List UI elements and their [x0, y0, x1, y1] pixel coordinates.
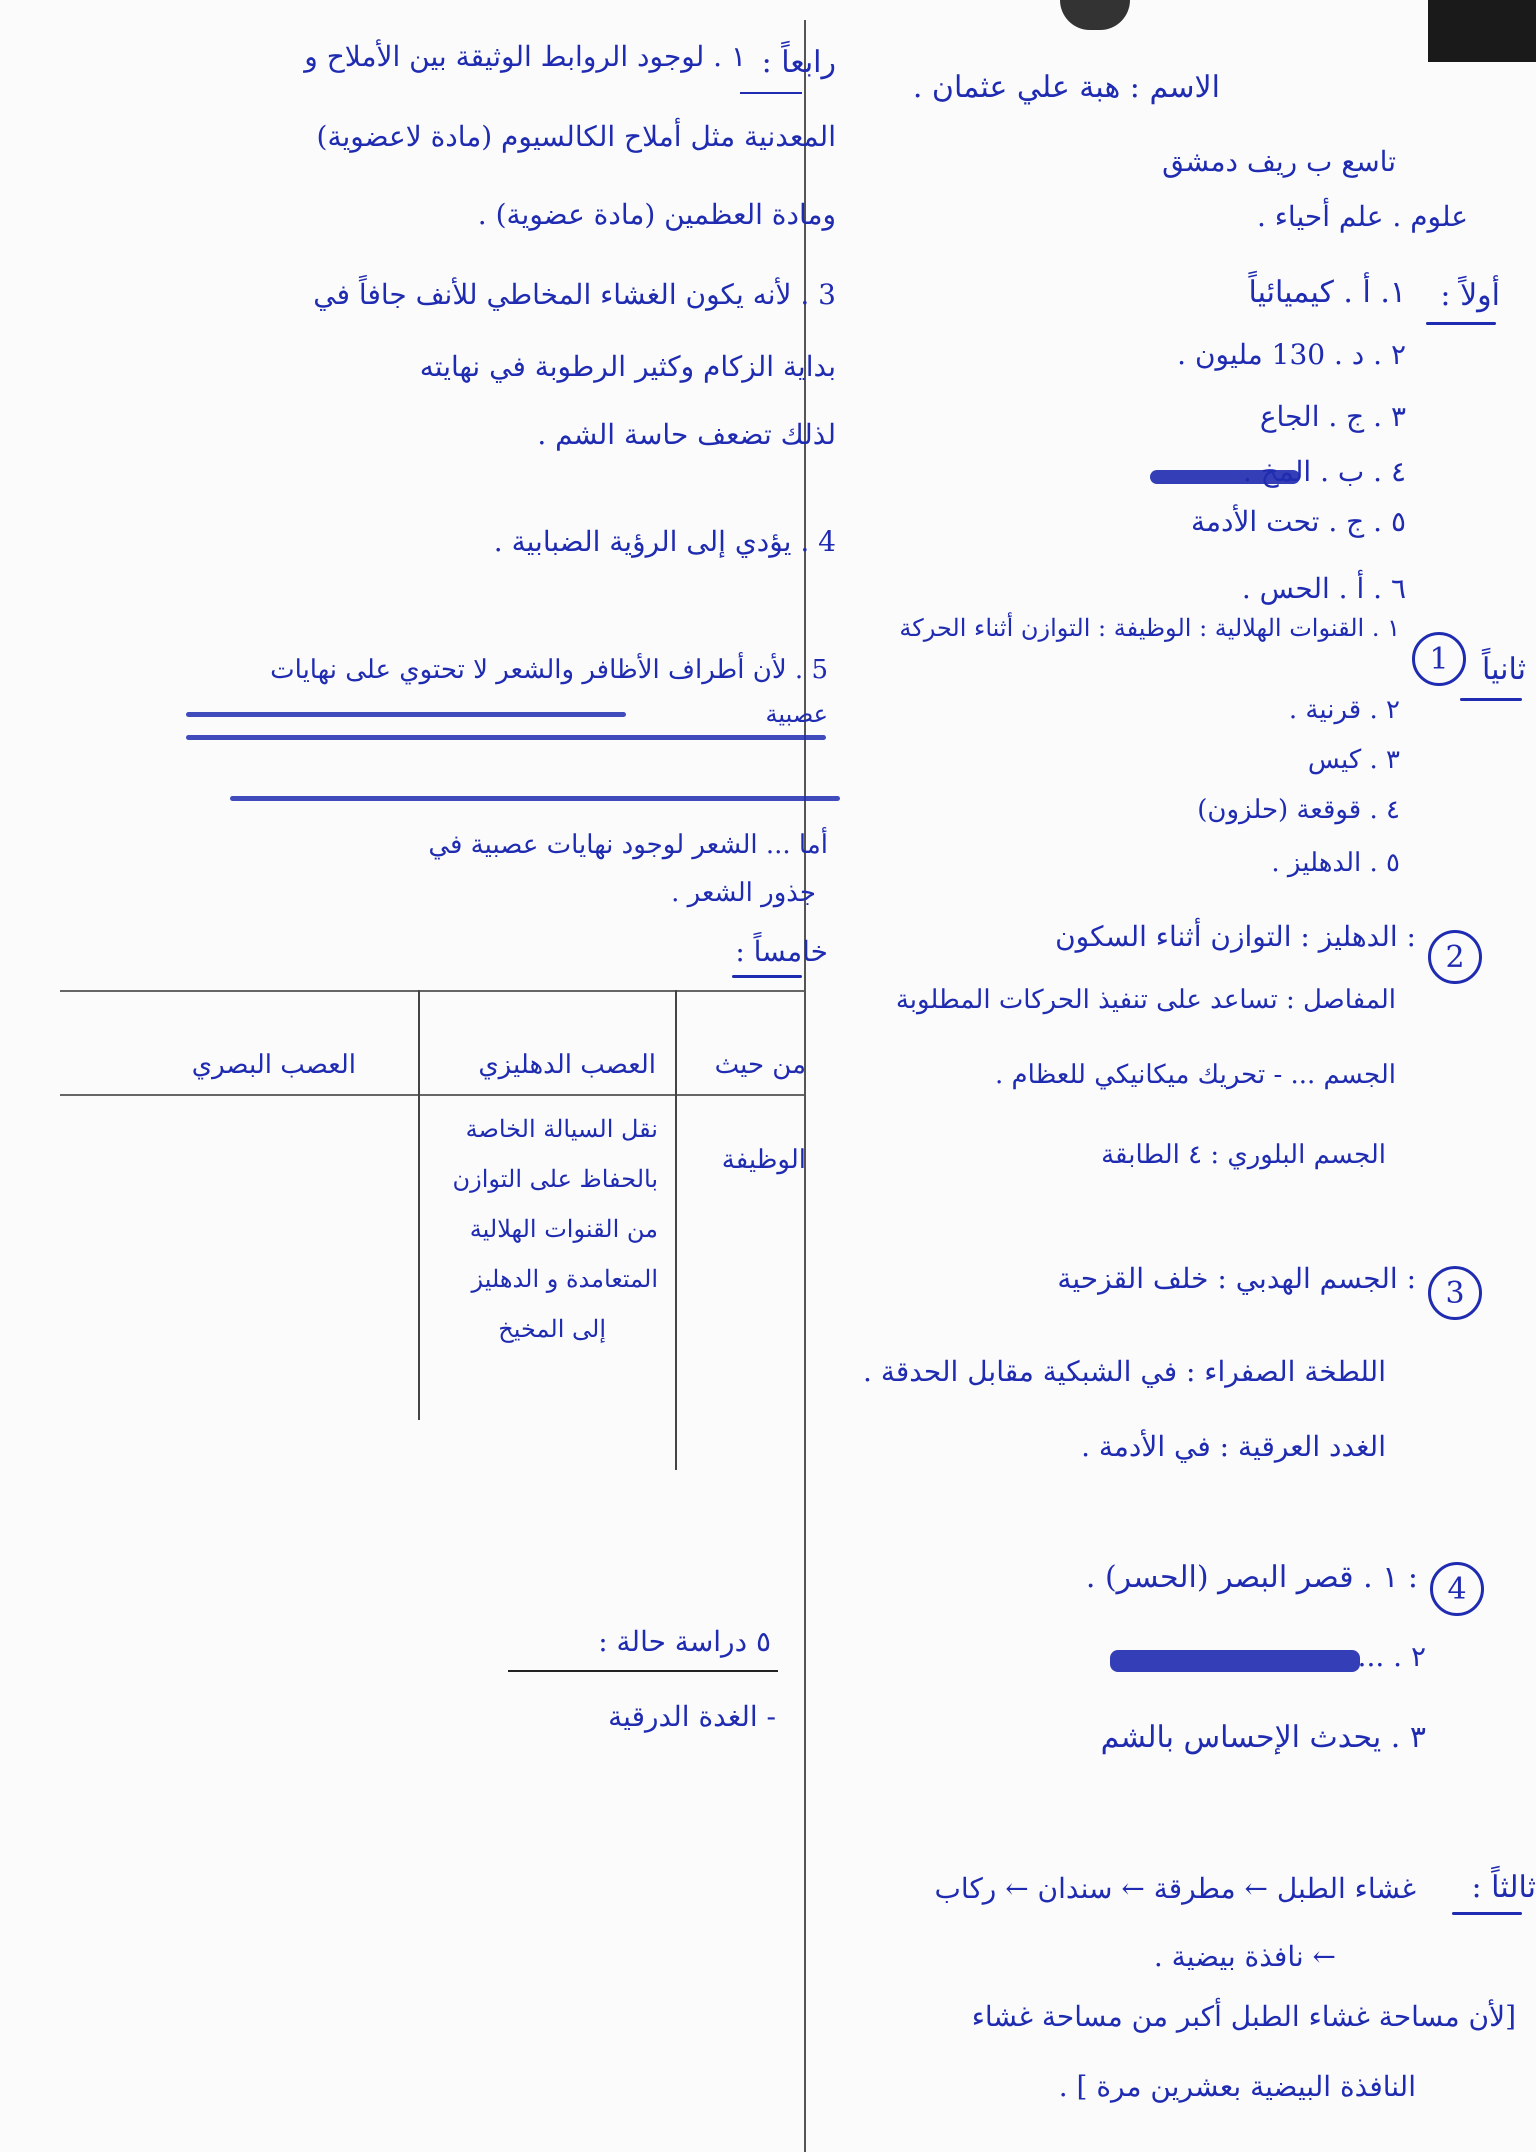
scan-shadow-top	[1060, 0, 1130, 30]
section4-line-3: ومادة العظمين (مادة عضوية) .	[477, 198, 836, 231]
table-cell-vestibular-5: إلى المخيخ	[498, 1315, 606, 1343]
section3-line-1: غشاء الطبل ← مطرقة ← سندان ← ركاب	[934, 1872, 1416, 1905]
section3-label: ثالثاً :	[1471, 1870, 1536, 1905]
section4-item5-line-4: جذور الشعر .	[671, 878, 816, 908]
section4-item5-line-2: عصبية	[765, 700, 828, 728]
section1-item-2: ٢ . د . 130 مليون .	[1177, 338, 1406, 371]
q2-3-line-2: اللطخة الصفراء : في الشبكية مقابل الحدقة .	[863, 1355, 1386, 1388]
scan-edge-top-right	[1428, 0, 1536, 62]
section4-line-1: ١ . لوجود الروابط الوثيقة بين الأملاح و	[304, 40, 746, 73]
q1-circle: 1	[1412, 632, 1466, 686]
table-cell-vestibular-4: المتعامدة و الدهليز	[471, 1265, 658, 1293]
section4-label-underline	[740, 92, 802, 94]
column-divider	[804, 20, 806, 2152]
table-header-rule	[60, 1094, 804, 1096]
section5-label: خامساً :	[735, 935, 828, 968]
q4-circle: 4	[1430, 1562, 1484, 1616]
q2-3-line-1: : الجسم الهدبي : خلف القزحية	[1057, 1262, 1416, 1295]
q2-2-line-3: الجسم ... - تحريك ميكانيكي للعظام .	[995, 1060, 1396, 1090]
q2-4-line-2: ٢ . ...	[1357, 1640, 1426, 1673]
section1-label: أولاً :	[1440, 278, 1500, 313]
section4-item5-line-1: 5 . لأن أطراف الأظافر والشعر لا تحتوي على نهايات	[270, 655, 828, 685]
q2-1-line-3: ٣ . كيس	[1307, 745, 1400, 775]
strikethrough-2	[186, 735, 826, 740]
section1-item-6: ٦ . أ . الحس .	[1241, 572, 1406, 605]
section1-item-1: ١. أ . كيميائياً	[1248, 275, 1406, 310]
section4-item3-line-2: بداية الزكام وكثير الرطوبة في نهايته	[419, 350, 836, 383]
table-header-aspect: من حيث	[714, 1050, 806, 1080]
strikethrough-3	[230, 796, 840, 801]
subject-line: علوم . علم أحياء .	[1256, 200, 1468, 233]
section4-item3-line-3: لذلك تضعف حاسة الشم .	[537, 418, 836, 451]
case-study-answer: - الغدة الدرقية	[608, 1700, 776, 1733]
section3-line-2: ← نافذة بيضية .	[1153, 1940, 1336, 1973]
q2-2-line-1: : الدهليز : التوازن أثناء السكون	[1055, 920, 1416, 953]
q2-1-line-2: ٢ . قرنية .	[1288, 695, 1400, 725]
crossed-out-answer	[1110, 1650, 1360, 1672]
section4-item5-line-3: أما ... الشعر لوجود نهايات عصبية في	[428, 830, 828, 860]
table-col-divider-1	[675, 990, 677, 1470]
section2-underline	[1460, 698, 1522, 701]
q2-1-line-4: ٤ . قوقعة (حلزون)	[1197, 795, 1400, 825]
table-col-divider-2	[418, 990, 420, 1420]
section1-underline	[1426, 322, 1496, 325]
case-study-title: ٥ دراسة حالة :	[598, 1625, 771, 1658]
table-cell-vestibular-1: نقل السيالة الخاصة	[465, 1115, 658, 1143]
q2-3-line-3: الغدد العرقية : في الأدمة .	[1081, 1430, 1386, 1463]
section4-line-2: المعدنية مثل أملاح الكالسيوم (مادة لاعضوية)	[316, 120, 836, 153]
q2-4-line-1: : ١ . قصر البصر (الحسر) .	[1085, 1560, 1418, 1595]
case-study-underline	[508, 1670, 778, 1672]
section4-label: رابعاً :	[761, 45, 836, 80]
table-top-rule	[60, 990, 804, 992]
q2-2-line-4: الجسم البلوري : ٤ الطابقة	[1101, 1140, 1386, 1170]
section1-item-4: ٤ . ب . المخ .	[1242, 455, 1406, 488]
q2-4-line-3: ٣ . يحدث الإحساس بالشم	[1100, 1720, 1426, 1755]
table-cell-vestibular-2: بالحفاظ على التوازن	[452, 1165, 658, 1193]
q2-circle: 2	[1428, 930, 1482, 984]
section2-label: ثانياً	[1481, 652, 1526, 687]
crossed-out-word	[1150, 470, 1300, 484]
table-row-function: الوظيفة	[721, 1145, 806, 1175]
strikethrough-1	[186, 712, 626, 717]
section3-underline	[1452, 1912, 1522, 1915]
section4-item3-line-1: 3 . لأنه يكون الغشاء المخاطي للأنف جافاً في	[313, 278, 836, 311]
section3-line-4: النافذة البيضية بعشرين مرة ] .	[1058, 2070, 1416, 2103]
student-grade: تاسع ب ريف دمشق	[1162, 145, 1396, 178]
q2-1-line-5: ٥ . الدهليز .	[1271, 848, 1400, 878]
student-name: الاسم : هبة علي عثمان .	[912, 70, 1220, 105]
table-header-optic: العصب البصري	[191, 1050, 356, 1080]
section1-item-3: ٣ . ج . الجاع	[1259, 400, 1406, 433]
table-cell-vestibular-3: من القنوات الهلالية	[469, 1215, 658, 1243]
section5-underline	[732, 975, 802, 978]
table-header-vestibular: العصب الدهليزي	[478, 1050, 656, 1080]
q3-circle: 3	[1428, 1266, 1482, 1320]
section1-item-5: ٥ . ج . تحت الأدمة	[1190, 505, 1406, 538]
q2-2-line-2: المفاصل : تساعد على تنفيذ الحركات المطلوبة	[895, 985, 1396, 1015]
section3-line-3: [لأن مساحة غشاء الطبل أكبر من مساحة غشاء	[971, 2000, 1516, 2033]
q2-1-line-1: ١ . القنوات الهلالية : الوظيفة : التوازن أثناء الحركة	[899, 614, 1400, 642]
section4-item4: 4 . يؤدي إلى الرؤية الضبابية .	[493, 525, 836, 558]
